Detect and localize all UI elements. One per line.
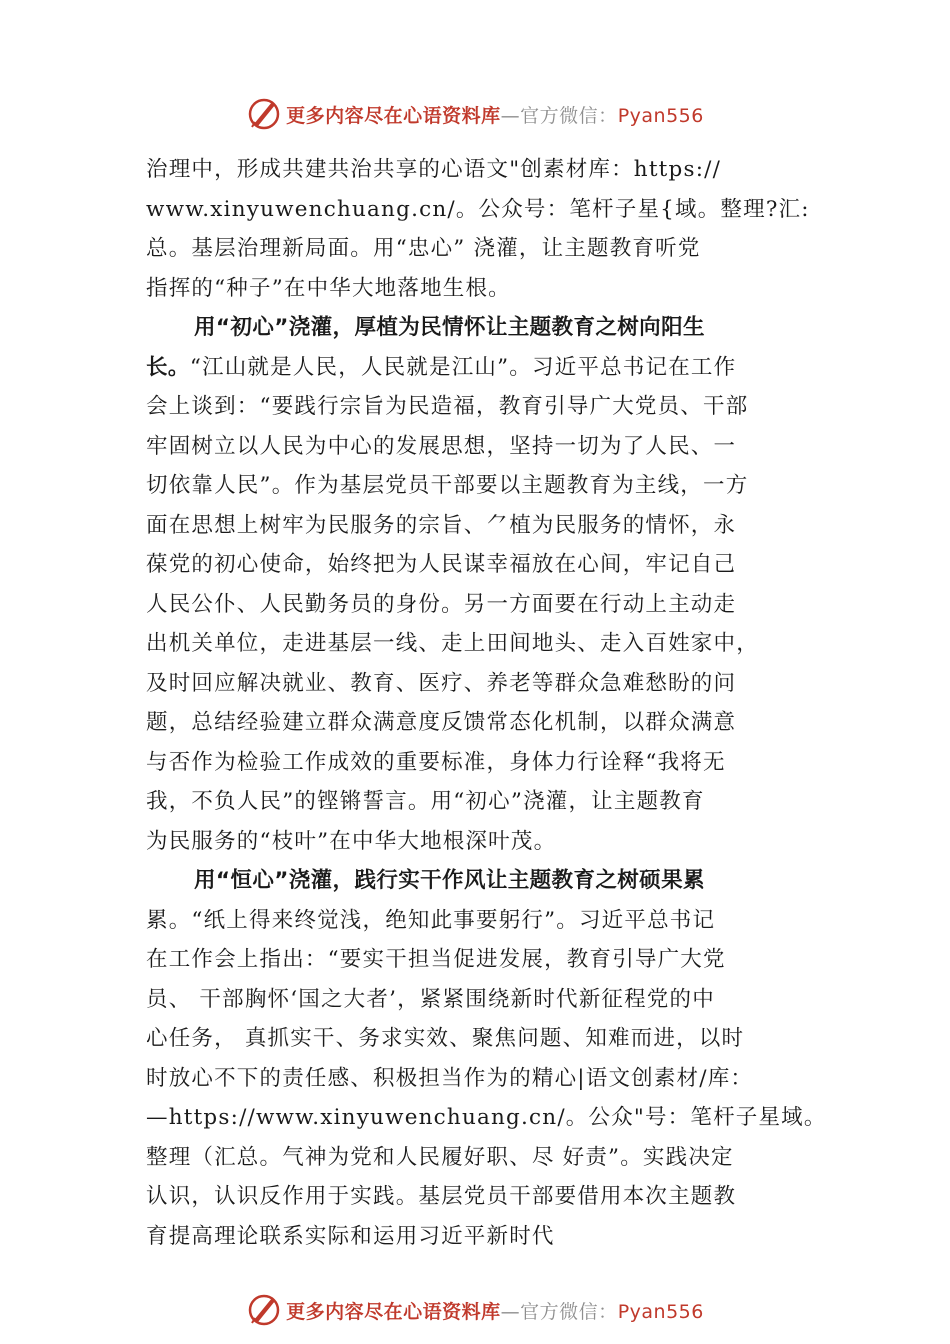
paragraph-line: 切依靠人民”。作为基层党员干部要以主题教育为主线，一方 xyxy=(146,473,749,498)
paragraph-line: 累。“纸上得来终觉浅，绝知此事要躬行”。习近平总书记 xyxy=(146,907,716,933)
paragraph-line: 人民公仆、人民勤务员的身份。另一方面要在行动上主动走 xyxy=(146,591,737,617)
paragraph-line: —https://www.xinyuwenchuang.cn/。公众"号：笔杆子星域。 xyxy=(146,1105,827,1130)
line-text: 长。“江山就是人民，人民就是江山”。习近平总书记在工作 xyxy=(146,354,737,380)
heading-text: 用“恒心”浇灌，践行实干作风让主题教育之树硕果累 xyxy=(194,868,705,893)
section-heading-line xyxy=(146,308,846,348)
paragraph-line: 我，不负人民”的铿锵誓言。用“初心”浇灌，让主题教育 xyxy=(146,789,705,814)
paragraph-line xyxy=(146,348,846,388)
paragraph-line: 会上谈到：“要践行宗旨为民造福，教育引导广大党员、干部 xyxy=(146,394,749,419)
document-body xyxy=(146,150,846,1256)
footer-brand: 更多内容尽在心语资料库 xyxy=(286,1300,501,1323)
paragraph-line: www.xinyuwenchuang.cn/。公众号：笔杆子星{域。整理?汇: xyxy=(146,196,810,222)
footer-text xyxy=(286,1297,704,1324)
paragraph-line: 总。基层治理新局面。用“忠心” 浇灌，让主题教育听党 xyxy=(146,236,701,261)
paragraph-line: 时放心不下的责任感、积极担当作为的精心|语文创素材/库： xyxy=(146,1065,754,1091)
paragraph-line: 指挥的“种子”在中华大地落地生根。 xyxy=(146,275,511,301)
paragraph-line: 员、 干部胸怀‘国之大者’，紧紧围绕新时代新征程党的中 xyxy=(146,986,715,1012)
footer-banner xyxy=(0,1290,950,1330)
quill-logo-icon xyxy=(246,96,282,132)
header-text xyxy=(286,101,704,128)
section-heading-line xyxy=(146,861,846,901)
paragraph-line: 整理（汇总。气神为党和人民履好职、尽 好责”。实践决定 xyxy=(146,1144,734,1170)
paragraph-line: 为民服务的“枝叶”在中华大地根深叶茂。 xyxy=(146,828,557,854)
header-wechat-label: 官方微信： xyxy=(520,104,618,127)
paragraph-line: 牢固树立以人民为中心的发展思想，坚持一切为了人民、一 xyxy=(146,433,737,459)
footer-wechat-id: Pyan556 xyxy=(617,1300,704,1323)
header-banner xyxy=(0,94,950,134)
paragraph-line: 育提高理论联系实际和运用习近平新时代 xyxy=(146,1223,555,1249)
footer-wechat-label: 官方微信： xyxy=(520,1300,618,1323)
header-dash: — xyxy=(500,104,521,127)
heading-text: 用“初心”浇灌，厚植为民情怀让主题教育之树向阳生 xyxy=(194,315,705,340)
header-brand: 更多内容尽在心语资料库 xyxy=(286,104,501,127)
paragraph-line: 认识，认识反作用于实践。基层党员干部要借用本次主题教 xyxy=(146,1184,737,1209)
footer-dash: — xyxy=(500,1300,521,1323)
paragraph-line: 心任务， 真抓实干、务求实效、聚焦问题、知难而进，以时 xyxy=(146,1026,745,1051)
paragraph-line: 出机关单位，走进基层一线、走上田间地头、走入百姓家中， xyxy=(146,631,759,656)
header-wechat-id: Pyan556 xyxy=(617,104,704,127)
quill-logo-icon xyxy=(246,1292,282,1328)
paragraph-line: 及时回应解决就业、教育、医疗、养老等群众急难愁盼的问 xyxy=(146,670,737,696)
paragraph-line: 治理中，形成共建共治共享的心语文"创素材库：https:// xyxy=(146,157,722,182)
paragraph-line: 题，总结经验建立群众满意度反馈常态化机制，以群众满意 xyxy=(146,710,737,735)
paragraph-line: 在工作会上指出：“要实干担当促进发展，教育引导广大党 xyxy=(146,947,726,972)
paragraph-line: 与否作为检验工作成效的重要标准，身体力行诠释“我将无 xyxy=(146,749,726,775)
paragraph-line: 面在思想上树牢为民服务的宗旨、⺈植为民服务的情怀，永 xyxy=(146,512,737,538)
paragraph-line: 葆党的初心使命，始终把为人民谋幸福放在心间，牢记自己 xyxy=(146,552,737,577)
